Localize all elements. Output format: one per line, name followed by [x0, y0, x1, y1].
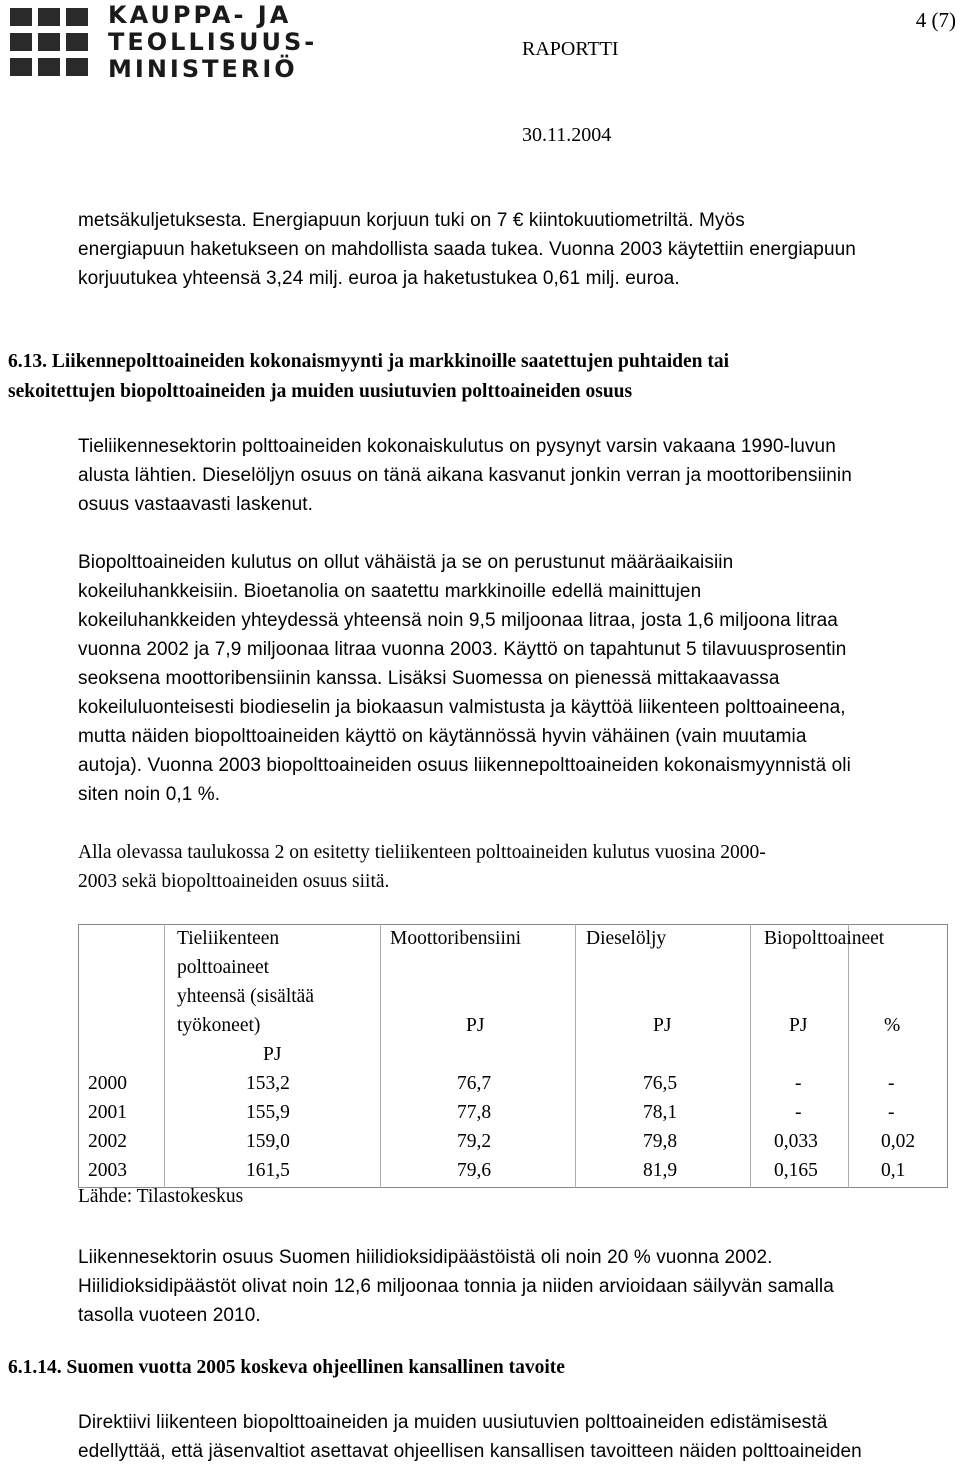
table-cell-petrol: 77,8 [457, 1102, 492, 1123]
page-number: 4 (7) [915, 8, 956, 32]
text-line: seoksena moottoribensiinin kanssa. Lisäksi Suomessa on pienessä mittakaavassa [78, 668, 780, 689]
paragraph-biofuels [78, 548, 958, 809]
table-header-diesel: Dieselöljy [586, 928, 667, 949]
text-line: vuonna 2002 ja 7,9 miljoonaa litraa vuonna 2003. Käyttö on tapahtunut 5 tilavuusprosentin [78, 639, 847, 660]
logo-text [108, 2, 317, 83]
table-cell-bio-pct: 0,02 [881, 1131, 916, 1152]
header-line: Tieliikenteen [177, 928, 280, 949]
table-cell-bio-pct: - [888, 1102, 895, 1123]
table-cell-petrol: 76,7 [457, 1073, 492, 1094]
section-heading-6-13 [8, 347, 729, 407]
text-line: Direktiivi liikenteen biopolttoaineiden ja muiden uusiutuvien polttoaineiden edistämisestä [78, 1412, 828, 1433]
text-line: 2003 sekä biopolttoaineiden osuus siitä. [78, 871, 390, 892]
table-header-bio: Biopolttoaineet [764, 928, 885, 949]
text-line: alusta lähtien. Dieselöljyn osuus on tänä aikana kasvanut jonkin verran ja moottoribensiinin [78, 465, 852, 486]
table-divider [380, 924, 381, 1188]
table-cell-diesel: 79,8 [643, 1131, 678, 1152]
text-line: kokeiluluonteisesti biodieselin ja biokaasun valmistusta ja käyttöä liikenteen polttoaineena, [78, 697, 846, 718]
section-heading-6-1-14 [8, 1353, 565, 1383]
table-source: Lähde: Tilastokeskus [78, 1186, 244, 1207]
table-cell-year: 2002 [88, 1131, 127, 1152]
paragraph-co2 [78, 1243, 958, 1330]
table-header-total [177, 924, 314, 1069]
text-line: Hiilidioksidipäästöt olivat noin 12,6 miljoonaa tonnia ja niiden arvioidaan säilyvän samalla [78, 1276, 834, 1297]
paragraph-consumption [78, 432, 958, 519]
report-label: RAPORTTI [522, 38, 619, 60]
unit-petrol: PJ [466, 1015, 485, 1036]
heading-line: sekoitettujen biopolttoaineiden ja muiden uusiutuvien polttoaineiden osuus [8, 381, 633, 402]
table-cell-total: 153,2 [246, 1073, 290, 1094]
unit-bio-pj: PJ [789, 1015, 808, 1036]
table-cell-bio-pj: 0,165 [774, 1160, 818, 1181]
text-line: Liikennesektorin osuus Suomen hiilidioksidipäästöistä oli noin 20 % vuonna 2002. [78, 1247, 773, 1268]
header-line: polttoaineet [177, 957, 270, 978]
intro-paragraph [78, 206, 958, 293]
logo-grid-icon [8, 2, 98, 82]
table-divider [164, 924, 165, 1188]
table-divider [575, 924, 576, 1188]
table-cell-bio-pct: - [888, 1073, 895, 1094]
text-line: Tieliikennesektorin polttoaineiden kokonaiskulutus on pysynyt varsin vakaana 1990-luvun [78, 436, 836, 457]
table-cell-total: 161,5 [246, 1160, 290, 1181]
table-cell-bio-pj: 0,033 [774, 1131, 818, 1152]
heading-line: 6.13. Liikennepolttoaineiden kokonaismyynti ja markkinoille saatettujen puhtaiden tai [8, 351, 730, 372]
report-date: 30.11.2004 [522, 124, 612, 146]
logo-line-3: MINISTERIÖ [108, 55, 298, 83]
text-line: mutta näiden biopolttoaineiden käyttö on käytännössä hyvin vähäinen (vain muutamia [78, 726, 807, 747]
table-cell-bio-pj: - [795, 1102, 802, 1123]
paragraph-directive [78, 1408, 958, 1466]
paragraph-table-intro [78, 838, 958, 896]
unit-bio-pct: % [884, 1015, 901, 1036]
header-line: PJ [263, 1044, 282, 1065]
table-cell-year: 2003 [88, 1160, 127, 1181]
unit-diesel: PJ [653, 1015, 672, 1036]
table-cell-diesel: 76,5 [643, 1073, 678, 1094]
logo-line-2: TEOLLISUUS- [108, 28, 318, 56]
table-header-petrol: Moottoribensiini [390, 928, 522, 949]
text-line: energiapuun haketukseen on mahdollista saada tukea. Vuonna 2003 käytettiin energiapuun [78, 239, 856, 260]
table-cell-diesel: 78,1 [643, 1102, 678, 1123]
table-divider [848, 924, 849, 1188]
text-line: kokeiluhankkeiden yhteydessä yhteensä noin 9,5 miljoonaa litraa, josta 1,6 miljoona litraa [78, 610, 838, 631]
table-cell-petrol: 79,2 [457, 1131, 492, 1152]
table-cell-diesel: 81,9 [643, 1160, 678, 1181]
text-line: korjuutukea yhteensä 3,24 milj. euroa ja haketustukea 0,61 milj. euroa. [78, 268, 680, 289]
text-line: metsäkuljetuksesta. Energiapuun korjuun tuki on 7 € kiintokuutiometriltä. Myös [78, 210, 745, 231]
header-line: yhteensä (sisältää [177, 986, 314, 1007]
text-line: tasolla vuoteen 2010. [78, 1305, 261, 1326]
text-line: Alla olevassa taulukossa 2 on esitetty tieliikenteen polttoaineiden kulutus vuosina 2000- [78, 842, 766, 863]
table-cell-total: 159,0 [246, 1131, 290, 1152]
logo-line-1: KAUPPA- JA [108, 1, 292, 29]
header-line: työkoneet) [177, 1015, 261, 1036]
table-cell-bio-pct: 0,1 [881, 1160, 906, 1181]
text-line: edellyttää, että jäsenvaltiot asettavat ohjeellisen kansallisen tavoitteen näiden polttoaineiden [78, 1441, 862, 1462]
heading-line: 6.1.14. Suomen vuotta 2005 koskeva ohjeellinen kansallinen tavoite [8, 1357, 565, 1378]
table-cell-year: 2000 [88, 1073, 127, 1094]
ministry-logo [8, 1, 318, 83]
text-line: siten noin 0,1 %. [78, 784, 221, 805]
table-cell-year: 2001 [88, 1102, 127, 1123]
table-cell-petrol: 79,6 [457, 1160, 492, 1181]
text-line: autoja). Vuonna 2003 biopolttoaineiden osuus liikennepolttoaineiden kokonaismyynnistä oli [78, 755, 851, 776]
table-divider [750, 924, 751, 1188]
text-line: kokeiluhankkeisiin. Bioetanolia on saatettu markkinoille edellä mainittujen [78, 581, 702, 602]
table-cell-total: 155,9 [246, 1102, 290, 1123]
text-line: osuus vastaavasti laskenut. [78, 494, 314, 515]
text-line: Biopolttoaineiden kulutus on ollut vähäistä ja se on perustunut määräaikaisiin [78, 552, 734, 573]
table-cell-bio-pj: - [795, 1073, 802, 1094]
